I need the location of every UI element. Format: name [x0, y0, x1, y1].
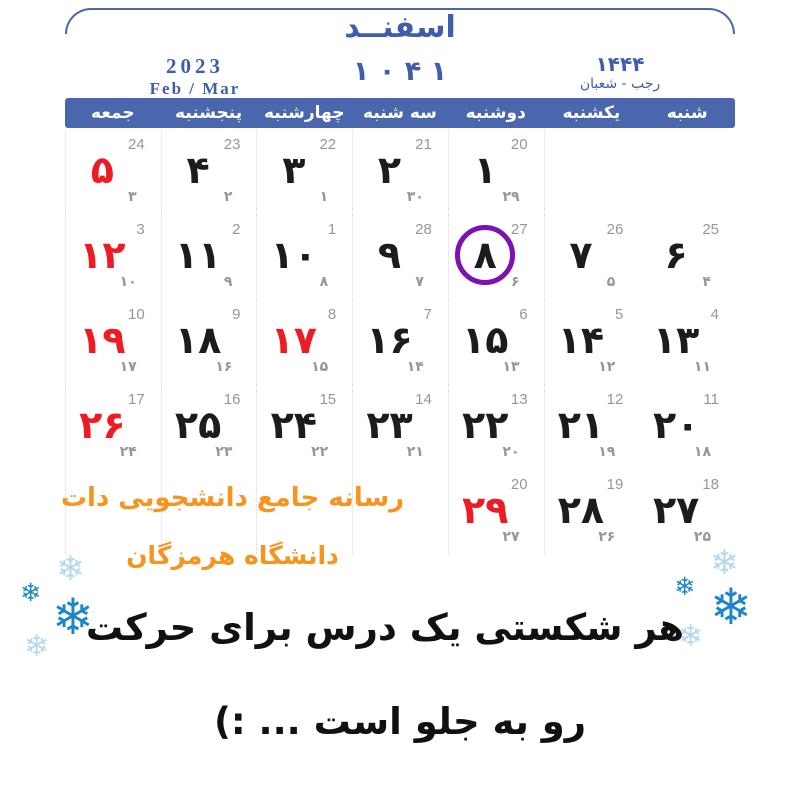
calendar-cell — [448, 300, 544, 385]
persian-day-number: ۱۴ — [557, 318, 605, 362]
persian-day-number: ۱۰ — [270, 233, 317, 277]
weekday-friday: جمعه — [91, 103, 135, 123]
hijri-months: رجب - شعبان — [579, 76, 661, 92]
quote-line-1: هر شکستی یک درس برای حرکت — [85, 606, 685, 649]
hijri-date: ۱۷ — [119, 359, 137, 375]
calendar-cell — [639, 215, 735, 300]
gregorian-date: 10 — [128, 306, 145, 323]
calendar-cell-holiday — [448, 470, 544, 555]
calendar-cell — [256, 385, 352, 470]
gregorian-date: 12 — [606, 391, 624, 408]
weekday-wednesday: چهارشنبه — [263, 103, 345, 123]
hijri-date: ۲۲ — [311, 444, 329, 460]
gregorian-date: 1 — [327, 221, 337, 238]
calendar-cell — [352, 385, 448, 470]
snowflake-icon: ❄ — [674, 572, 695, 601]
hijri-date: ۳۰ — [406, 189, 424, 205]
hijri-date: ۱۱ — [693, 359, 711, 375]
gregorian-date: 19 — [606, 476, 624, 493]
snowflake-icon: ❄ — [20, 578, 41, 607]
calendar-cell — [448, 130, 544, 215]
hijri-date: ۲۳ — [215, 444, 233, 460]
gregorian-date: 20 — [510, 476, 528, 493]
persian-day-number: ۲۸ — [557, 488, 605, 532]
persian-day-number: ۱۲ — [79, 233, 126, 277]
persian-day-number-circled: ۸ — [449, 229, 522, 281]
persian-day-number: ۱۸ — [174, 318, 222, 362]
persian-day-number: ۲۳ — [366, 403, 413, 447]
calendar-cell — [256, 130, 352, 215]
snowflake-icon: ❄ — [56, 549, 85, 589]
hijri-date: ۲۶ — [598, 529, 616, 545]
hijri-date: ۷ — [415, 274, 424, 290]
persian-day-number: ۱۵ — [462, 318, 509, 362]
calendar-cell — [448, 385, 544, 470]
calendar-cell — [639, 385, 735, 470]
persian-day-number: ۲۵ — [174, 403, 222, 447]
hijri-date: ۳ — [128, 189, 137, 205]
hijri-date: ۶ — [511, 274, 520, 290]
calendar-cell — [639, 300, 735, 385]
persian-day-number: ۲۲ — [462, 403, 509, 447]
gregorian-date: 28 — [415, 221, 432, 238]
gregorian-date: 8 — [327, 306, 337, 323]
weekday-tuesday: سه شنبه — [363, 103, 437, 123]
gregorian-date: 16 — [223, 391, 241, 408]
gregorian-date: 7 — [423, 306, 432, 323]
calendar-cell — [161, 385, 257, 470]
gregorian-date: 6 — [519, 306, 528, 323]
calendar-cell-marked — [448, 215, 544, 300]
calendar-cell-holiday — [65, 130, 161, 215]
hijri-date: ۲ — [223, 189, 233, 205]
quote-line-2: رو به جلو است ... :) — [213, 700, 587, 743]
hijri-date: ۲۴ — [119, 444, 137, 460]
calendar-cell — [256, 215, 352, 300]
hijri-date: ۱۹ — [598, 444, 616, 460]
calendar-cell — [352, 300, 448, 385]
weekday-header-bar — [65, 98, 735, 128]
gregorian-date: 25 — [702, 221, 719, 238]
persian-day-number: ۲۶ — [79, 403, 126, 447]
hijri-date: ۲۱ — [406, 444, 424, 460]
persian-day-number: ۲۷ — [652, 488, 700, 532]
hijri-date: ۴ — [702, 274, 711, 290]
calendar-cell-holiday — [256, 300, 352, 385]
hijri-date: ۱۸ — [693, 444, 711, 460]
calendar-cell — [161, 130, 257, 215]
hijri-date: ۲۰ — [502, 444, 520, 460]
weekday-sunday: یکشنبه — [562, 103, 621, 123]
weekday-thursday: پنجشنبه — [175, 103, 243, 123]
gregorian-date: 5 — [614, 306, 624, 323]
gregorian-date: 18 — [702, 476, 719, 493]
persian-day-number: ۲۱ — [557, 403, 605, 447]
gregorian-date: 13 — [510, 391, 528, 408]
persian-day-number: ۱۶ — [366, 318, 413, 362]
persian-day-number: ۱۱ — [174, 233, 222, 277]
gregorian-date: 21 — [415, 136, 432, 153]
persian-day-number: ۴ — [186, 148, 210, 192]
calendar-cell — [161, 300, 257, 385]
persian-day-number: ۷ — [569, 233, 593, 277]
calendar-cell — [544, 385, 640, 470]
calendar-cell-holiday — [65, 215, 161, 300]
persian-day-number: ۱ — [473, 148, 497, 192]
weekday-saturday: شنبه — [666, 103, 708, 123]
calendar-cell — [544, 470, 640, 555]
persian-day-number: ۱۷ — [270, 318, 317, 362]
gregorian-date: 11 — [703, 391, 719, 408]
calendar-cell — [544, 300, 640, 385]
gregorian-date: 20 — [510, 136, 528, 153]
hijri-date: ۱۴ — [406, 359, 424, 375]
gregorian-year: 2023 — [166, 54, 224, 78]
hijri-date: ۲۵ — [693, 529, 711, 545]
hijri-year: ۱۴۴۴ — [595, 52, 645, 76]
gregorian-date: 14 — [415, 391, 432, 408]
gregorian-date: 17 — [128, 391, 145, 408]
hijri-date: ۱۲ — [598, 359, 616, 375]
persian-day-number: ۲۰ — [652, 403, 700, 447]
gregorian-date-block — [115, 54, 275, 99]
persian-day-number: ۵ — [90, 148, 114, 192]
calendar-cell — [544, 130, 640, 215]
persian-day-number: ۶ — [664, 233, 688, 277]
snowflake-icon: ❄ — [678, 619, 704, 654]
persian-day-number: ۲۴ — [270, 403, 317, 447]
month-title: اسفنــد — [344, 10, 456, 45]
persian-day-number: ۱۳ — [652, 318, 700, 362]
gregorian-date: 26 — [606, 221, 624, 238]
persian-day-number: ۱۹ — [79, 318, 126, 362]
snowflake-icon: ❄ — [24, 629, 50, 664]
persian-day-number: ۲ — [377, 148, 402, 192]
calendar-cell — [352, 215, 448, 300]
gregorian-date: 3 — [136, 221, 145, 238]
hijri-date: ۲۷ — [502, 529, 520, 545]
hijri-date: ۱۶ — [215, 359, 233, 375]
gregorian-date: 22 — [319, 136, 337, 153]
persian-day-number: ۳ — [282, 148, 306, 192]
calendar-cell — [639, 130, 735, 215]
gregorian-months: Feb / Mar — [149, 79, 241, 98]
hijri-date: ۱۵ — [311, 359, 329, 375]
persian-day-number: ۹ — [377, 233, 402, 277]
snowflake-icon: ❄ — [710, 578, 752, 636]
snowflake-icon: ❄ — [710, 543, 739, 583]
hijri-date: ۱۳ — [502, 359, 520, 375]
branding-line-1: رسانه جامع دانشجویی دات — [60, 483, 405, 513]
gregorian-date: 15 — [319, 391, 337, 408]
calendar-cell-holiday — [65, 300, 161, 385]
branding-block — [60, 478, 405, 576]
persian-day-number: ۲۹ — [462, 488, 509, 532]
gregorian-date: 24 — [128, 136, 145, 153]
gregorian-date: 23 — [223, 136, 241, 153]
hijri-date: ۹ — [223, 274, 233, 290]
weekday-monday: دوشنبه — [465, 103, 526, 123]
calendar-cell — [352, 130, 448, 215]
calendar-cell — [161, 215, 257, 300]
gregorian-date: 4 — [710, 306, 719, 323]
gregorian-date: 2 — [232, 221, 241, 238]
branding-line-2: دانشگاه هرمزگان — [126, 541, 339, 570]
hijri-date: ۲۹ — [502, 189, 520, 205]
hijri-date: ۱۰ — [119, 274, 137, 290]
snowflake-icon: ❄ — [52, 588, 94, 646]
hijri-date: ۵ — [606, 274, 616, 290]
hijri-date-block — [545, 52, 695, 92]
gregorian-date: 27 — [510, 221, 528, 238]
persian-year: ۱ ۴ ۰ ۱ — [352, 56, 448, 87]
hijri-date: ۸ — [319, 274, 329, 290]
gregorian-date: 9 — [232, 306, 241, 323]
calendar-cell — [544, 215, 640, 300]
calendar-cell-holiday — [65, 385, 161, 470]
hijri-date: ۱ — [319, 189, 329, 205]
